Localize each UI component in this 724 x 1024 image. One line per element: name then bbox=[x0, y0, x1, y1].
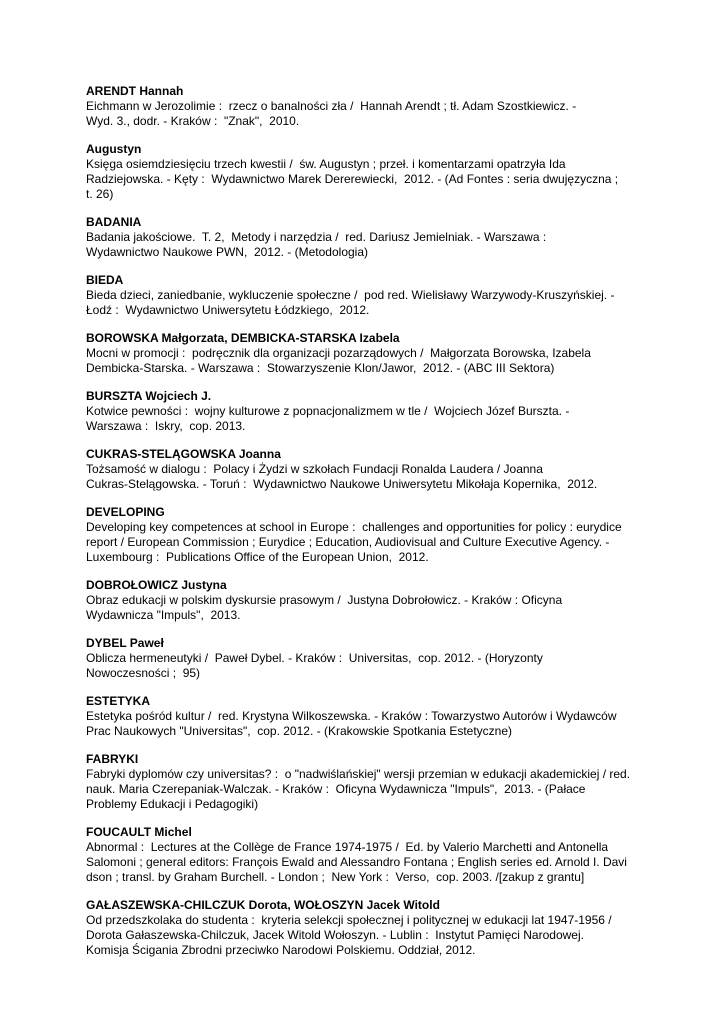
entry-line: Problemy Edukacji i Pedagogiki) bbox=[86, 797, 259, 811]
entry-line: Oblicza hermeneutyki / Paweł Dybel. - Kraków : Universitas, cop. 2012. - (Horyzonty bbox=[86, 651, 543, 665]
entry-augustyn bbox=[86, 142, 656, 202]
entry-foucault bbox=[86, 825, 656, 885]
entry-body bbox=[86, 520, 656, 565]
entry-line: Tożsamość w dialogu : Polacy i Żydzi w szkołach Fundacji Ronalda Laudera / Joanna bbox=[86, 462, 543, 476]
entry-heading: ARENDT Hannah bbox=[86, 84, 184, 98]
entry-arendt bbox=[86, 84, 656, 129]
entry-body bbox=[86, 840, 656, 885]
entry-cukras bbox=[86, 447, 656, 492]
entry-dybel bbox=[86, 636, 656, 681]
entry-burszta bbox=[86, 389, 656, 434]
entry-line: Od przedszkolaka do studenta : kryteria selekcji społecznej i politycznej w edukacji lat 1947-1956 / bbox=[86, 913, 612, 927]
entry-heading: GAŁASZEWSKA-CHILCZUK Dorota, WOŁOSZYN Jacek Witold bbox=[86, 898, 440, 912]
bibliography-page bbox=[86, 84, 656, 971]
entry-heading: FOUCAULT Michel bbox=[86, 825, 192, 839]
entry-body bbox=[86, 346, 656, 376]
entry-heading: ESTETYKA bbox=[86, 694, 151, 708]
entry-heading: BURSZTA Wojciech J. bbox=[86, 389, 212, 403]
entry-heading: FABRYKI bbox=[86, 752, 139, 766]
entry-line: t. 26) bbox=[86, 187, 114, 201]
entry-dobrolowicz bbox=[86, 578, 656, 623]
entry-line: Radziejowska. - Kęty : Wydawnictwo Marek Dererewiecki, 2012. - (Ad Fontes : seria dwujęzyczna ; bbox=[86, 172, 619, 186]
entry-heading: DEVELOPING bbox=[86, 505, 165, 519]
entry-body bbox=[86, 462, 656, 492]
entry-body bbox=[86, 99, 656, 129]
entry-line: Wydawnicza "Impuls", 2013. bbox=[86, 608, 241, 622]
entry-line: nauk. Maria Czerepaniak-Walczak. - Kraków : Oficyna Wydawnicza "Impuls", 2013. - (Pałace bbox=[86, 782, 586, 796]
entry-developing bbox=[86, 505, 656, 565]
entry-line: Estetyka pośród kultur / red. Krystyna Wilkoszewska. - Kraków : Towarzystwo Autorów i Wydawców bbox=[86, 709, 617, 723]
entry-line: Kotwice pewności : wojny kulturowe z popnacjonalizmem w tle / Wojciech Józef Burszta. - bbox=[86, 404, 570, 418]
entry-line: Eichmann w Jerozolimie : rzecz o banalności zła / Hannah Arendt ; tł. Adam Szostkiewicz. - bbox=[86, 99, 577, 113]
entry-line: Dembicka-Starska. - Warszawa : Stowarzyszenie Klon/Jawor, 2012. - (ABC III Sektora) bbox=[86, 361, 555, 375]
entry-bieda bbox=[86, 273, 656, 318]
entry-badania bbox=[86, 215, 656, 260]
entry-line: Komisja Ścigania Zbrodni przeciwko Narodowi Polskiemu. Oddział, 2012. bbox=[86, 943, 476, 957]
entry-body bbox=[86, 230, 656, 260]
entry-fabryki bbox=[86, 752, 656, 812]
entry-heading: CUKRAS-STELĄGOWSKA Joanna bbox=[86, 447, 281, 461]
entry-heading: BOROWSKA Małgorzata, DEMBICKA-STARSKA Izabela bbox=[86, 331, 400, 345]
entry-borowska bbox=[86, 331, 656, 376]
entry-body bbox=[86, 288, 656, 318]
entry-line: Bieda dzieci, zaniedbanie, wykluczenie społeczne / pod red. Wielisławy Warzywody-Kruszyńskiej. - bbox=[86, 288, 615, 302]
entry-line: Salomoni ; general editors: François Ewald and Alessandro Fontana ; English series ed. Arnold I. Davi bbox=[86, 855, 627, 869]
entry-heading: DOBROŁOWICZ Justyna bbox=[86, 578, 227, 592]
entry-line: Developing key competences at school in Europe : challenges and opportunities for policy : eurydice bbox=[86, 520, 622, 534]
entry-body bbox=[86, 593, 656, 623]
entry-line: Księga osiemdziesięciu trzech kwestii / św. Augustyn ; przeł. i komentarzami opatrzyła Ida bbox=[86, 157, 566, 171]
entry-line: Łodź : Wydawnictwo Uniwersytetu Łódzkiego, 2012. bbox=[86, 303, 370, 317]
entry-body bbox=[86, 157, 656, 202]
entry-line: Wydawnictwo Naukowe PWN, 2012. - (Metodologia) bbox=[86, 245, 369, 259]
entry-galaszewska bbox=[86, 898, 656, 958]
entry-line: dson ; transl. by Graham Burchell. - London ; New York : Verso, cop. 2003. /[zakup z grantu] bbox=[86, 870, 585, 884]
entry-body bbox=[86, 404, 656, 434]
entry-line: Dorota Gałaszewska-Chilczuk, Jacek Witold Wołoszyn. - Lublin : Instytut Pamięci Narodowej. bbox=[86, 928, 584, 942]
entry-heading: BADANIA bbox=[86, 215, 142, 229]
entry-heading: Augustyn bbox=[86, 142, 142, 156]
entry-heading: BIEDA bbox=[86, 273, 124, 287]
entry-line: Abnormal : Lectures at the Collège de France 1974-1975 / Ed. by Valerio Marchetti and Antonella bbox=[86, 840, 609, 854]
entry-line: Badania jakościowe. T. 2, Metody i narzędzia / red. Dariusz Jemielniak. - Warszawa : bbox=[86, 230, 547, 244]
entry-body bbox=[86, 913, 656, 958]
entry-line: Fabryki dyplomów czy universitas? : o "nadwiślańskiej" wersji przemian w edukacji akademickiej / red. bbox=[86, 767, 631, 781]
entry-line: Obraz edukacji w polskim dyskursie prasowym / Justyna Dobrołowicz. - Kraków : Oficyna bbox=[86, 593, 563, 607]
entry-estetyka bbox=[86, 694, 656, 739]
entry-line: Prac Naukowych "Universitas", cop. 2012. - (Krakowskie Spotkania Estetyczne) bbox=[86, 724, 513, 738]
entry-line: Luxembourg : Publications Office of the European Union, 2012. bbox=[86, 550, 429, 564]
entry-heading: DYBEL Paweł bbox=[86, 636, 164, 650]
entry-line: Warszawa : Iskry, cop. 2013. bbox=[86, 419, 246, 433]
entry-line: Nowoczesności ; 95) bbox=[86, 666, 201, 680]
entry-line: Cukras-Stelągowska. - Toruń : Wydawnictwo Naukowe Uniwersytetu Mikołaja Kopernika, 2012. bbox=[86, 477, 598, 491]
entry-line: Mocni w promocji : podręcznik dla organizacji pozarządowych / Małgorzata Borowska, Izabela bbox=[86, 346, 591, 360]
entry-body bbox=[86, 709, 656, 739]
entry-line: report / European Commission ; Eurydice ; Education, Audiovisual and Culture Executive Agency. - bbox=[86, 535, 610, 549]
entry-body bbox=[86, 651, 656, 681]
entry-body bbox=[86, 767, 656, 812]
entry-line: Wyd. 3., dodr. - Kraków : "Znak", 2010. bbox=[86, 114, 300, 128]
